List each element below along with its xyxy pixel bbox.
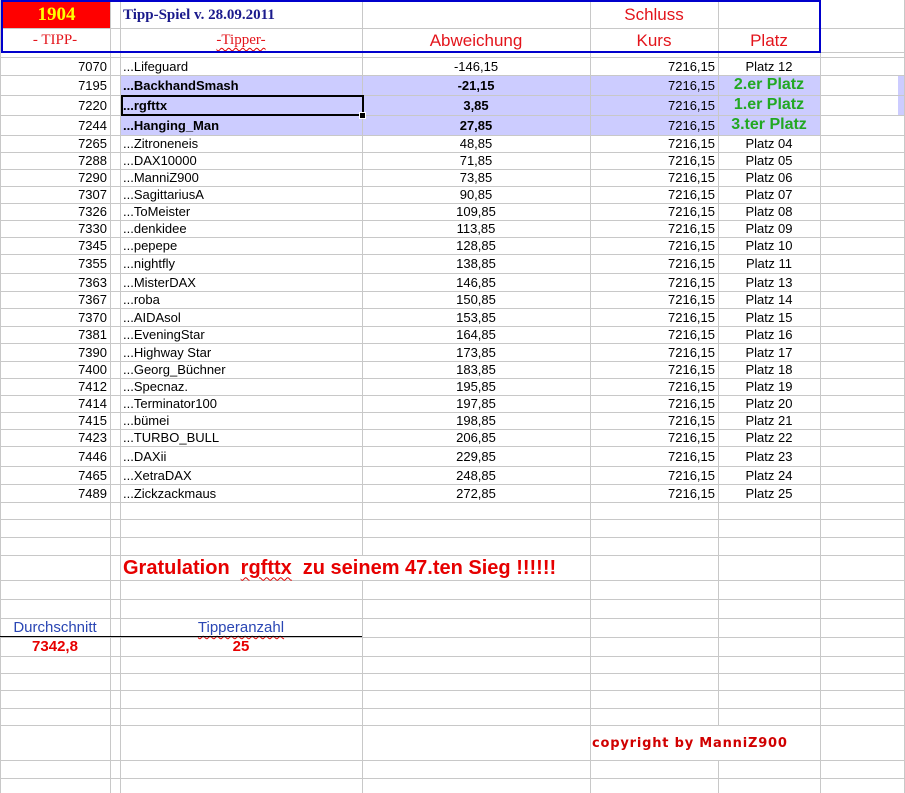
tipper-cell[interactable]: ...DAXii (123, 448, 167, 464)
abweichung-cell[interactable]: 71,85 (459, 153, 493, 168)
abweichung-cell[interactable]: -146,15 (453, 58, 499, 74)
tipper-cell[interactable]: ...Zitroneneis (123, 136, 199, 151)
tipper-cell[interactable]: ...bümei (123, 413, 170, 428)
abweichung-cell[interactable]: -21,15 (457, 77, 495, 93)
platz-column-header[interactable]: Platz (750, 30, 788, 50)
kurs-cell[interactable]: 7216,15 (668, 292, 715, 307)
kurs-cell[interactable]: 7216,15 (668, 379, 715, 394)
gridline-horizontal (0, 708, 905, 709)
summary-underline (0, 636, 362, 637)
tipper-header-label: -Tipper- (216, 32, 266, 48)
gridline-horizontal (0, 502, 905, 503)
abweichung-cell[interactable]: 183,85 (456, 362, 496, 377)
abweichung-cell[interactable]: 198,85 (456, 413, 496, 428)
abweichung-cell[interactable]: 197,85 (456, 396, 496, 411)
gridline-horizontal (0, 690, 905, 691)
tipper-cell[interactable]: ...SagittariusA (123, 187, 204, 202)
platz-cell[interactable]: 1.er Platz (733, 96, 805, 113)
tipp-cell[interactable]: 7220 (78, 97, 107, 113)
tipp-cell[interactable]: 7381 (78, 327, 107, 342)
tipper-cell[interactable]: ...AIDAsol (123, 309, 181, 325)
abweichung-cell[interactable]: 229,85 (456, 448, 496, 464)
gridline-horizontal (0, 599, 905, 600)
tipper-cell[interactable]: ...roba (123, 292, 160, 307)
tipper-cell[interactable]: ...Lifeguard (123, 58, 189, 74)
abweichung-column-header[interactable]: Abweichung (429, 30, 523, 50)
tipp-cell[interactable]: 7400 (78, 362, 107, 377)
gridline-horizontal (0, 673, 905, 674)
abweichung-cell[interactable]: 146,85 (456, 274, 496, 290)
abweichung-cell[interactable]: 272,85 (456, 485, 496, 501)
tipper-cell[interactable]: ...XetraDAX (123, 467, 192, 483)
durchschnitt-label[interactable]: Durchschnitt (13, 619, 97, 636)
tipp-cell[interactable]: 7363 (78, 274, 107, 290)
copyright-note[interactable]: copyright by ManniZ900 (591, 726, 819, 760)
gridline-horizontal (0, 580, 905, 581)
kurs-cell[interactable]: 7216,15 (668, 187, 715, 202)
tipper-cell[interactable]: ...denkidee (123, 221, 187, 236)
platz-cell[interactable]: 3.ter Platz (731, 116, 807, 133)
tipperanzahl-label[interactable] (120, 618, 362, 637)
tipp-cell[interactable]: 7415 (78, 413, 107, 428)
tipper-cell[interactable]: ...Zickzackmaus (123, 485, 217, 501)
abweichung-cell[interactable]: 113,85 (456, 221, 496, 236)
kurs-cell[interactable]: 7216,15 (668, 327, 715, 342)
winner-name: rgfttx (240, 556, 292, 579)
abweichung-cell[interactable]: 153,85 (456, 309, 496, 325)
kurs-cell[interactable]: 7216,15 (668, 485, 715, 501)
platz-cell[interactable]: Platz 08 (745, 204, 793, 219)
platz-cell[interactable]: Platz 12 (745, 58, 793, 74)
kurs-cell[interactable]: 7216,15 (668, 396, 715, 411)
platz-cell[interactable]: Platz 23 (745, 448, 793, 464)
tipp-cell[interactable]: 7367 (78, 292, 107, 307)
abweichung-cell[interactable]: 48,85 (459, 136, 493, 151)
tipp-cell[interactable]: 7265 (78, 136, 107, 151)
kurs-cell[interactable]: 7216,15 (668, 77, 715, 93)
tipper-cell[interactable]: ...TURBO_BULL (123, 430, 220, 445)
abweichung-cell[interactable]: 109,85 (456, 204, 496, 219)
gridline-vertical (820, 0, 821, 793)
platz-cell[interactable]: Platz 11 (745, 256, 792, 271)
abweichung-cell[interactable]: 173,85 (456, 344, 496, 360)
schluss-header-cell[interactable]: Schluss (624, 5, 684, 24)
platz-cell[interactable]: Platz 19 (745, 379, 793, 394)
fill-handle[interactable] (360, 113, 365, 118)
platz-cell[interactable]: Platz 09 (745, 221, 793, 236)
tipper-cell[interactable]: ...Georg_Büchner (123, 362, 226, 377)
abweichung-cell[interactable]: 164,85 (456, 327, 496, 342)
kurs-cell[interactable]: 7216,15 (668, 309, 715, 325)
kurs-cell[interactable]: 7216,15 (668, 344, 715, 360)
tipp-cell[interactable]: 7195 (78, 77, 107, 93)
abweichung-cell[interactable]: 206,85 (456, 430, 496, 445)
kurs-cell[interactable]: 7216,15 (668, 221, 715, 236)
abweichung-cell[interactable]: 27,85 (459, 117, 493, 133)
kurs-cell[interactable]: 7216,15 (668, 153, 715, 168)
tipp-cell[interactable]: 7465 (78, 467, 107, 483)
platz-cell[interactable]: Platz 04 (745, 136, 793, 151)
platz-cell[interactable]: Platz 21 (745, 413, 793, 428)
platz-cell[interactable]: Platz 13 (745, 274, 793, 290)
kurs-column-header[interactable]: Kurs (636, 30, 672, 50)
tipper-column-header[interactable] (120, 28, 362, 53)
tipp-cell[interactable]: 7446 (78, 448, 107, 464)
platz-cell[interactable]: Platz 24 (745, 467, 793, 483)
abweichung-cell[interactable]: 248,85 (456, 467, 496, 483)
durchschnitt-value[interactable]: 7342,8 (32, 638, 78, 655)
gridline-horizontal (0, 760, 905, 761)
platz-cell[interactable]: Platz 20 (745, 396, 793, 411)
kurs-cell[interactable]: 7216,15 (668, 204, 715, 219)
kurs-cell[interactable]: 7216,15 (668, 274, 715, 290)
tipper-cell[interactable]: ...MisterDAX (123, 274, 196, 290)
tipp-cell[interactable]: 7355 (78, 256, 107, 271)
tipp-cell[interactable]: 7370 (78, 309, 107, 325)
tipper-cell[interactable]: ...Specnaz. (123, 379, 189, 394)
congratulation-message[interactable] (121, 556, 589, 580)
kurs-cell[interactable]: 7216,15 (668, 170, 715, 185)
platz-cell[interactable]: Platz 25 (745, 485, 793, 501)
kurs-cell[interactable]: 7216,15 (668, 413, 715, 428)
tipper-cell[interactable]: ...Hanging_Man (123, 117, 220, 133)
kurs-cell[interactable]: 7216,15 (668, 362, 715, 377)
platz-cell[interactable]: Platz 17 (745, 344, 793, 360)
abweichung-cell[interactable]: 90,85 (459, 187, 493, 202)
tipp-column-header[interactable]: - TIPP- (32, 32, 78, 48)
platz-cell[interactable]: 2.er Platz (733, 76, 805, 93)
platz-cell[interactable]: Platz 15 (745, 309, 793, 325)
platz-cell[interactable]: Platz 18 (745, 362, 793, 377)
tipper-cell[interactable]: ...ManniZ900 (123, 170, 199, 185)
abweichung-cell[interactable]: 195,85 (456, 379, 496, 394)
tipp-cell[interactable]: 7070 (78, 58, 107, 74)
congratulation-prefix: Gratulation (123, 556, 230, 579)
tipper-cell[interactable]: ...Highway Star (123, 344, 212, 360)
kurs-cell[interactable]: 7216,15 (668, 58, 715, 74)
abweichung-cell[interactable]: 3,85 (463, 97, 489, 113)
tipper-cell[interactable]: ...Terminator100 (123, 396, 217, 411)
gridline-horizontal (0, 656, 905, 657)
tipp-cell[interactable]: 7307 (78, 187, 107, 202)
tipper-cell[interactable]: ...pepepe (123, 238, 178, 253)
tipp-cell[interactable]: 7244 (78, 117, 107, 133)
abweichung-cell[interactable]: 73,85 (459, 170, 493, 185)
platz-cell[interactable]: Platz 06 (745, 170, 793, 185)
tipp-cell[interactable]: 7345 (78, 238, 107, 253)
platz-cell[interactable]: Platz 14 (745, 292, 793, 307)
kurs-cell[interactable]: 7216,15 (668, 136, 715, 151)
tipp-cell[interactable]: 7326 (78, 204, 107, 219)
gridline-horizontal (0, 778, 905, 779)
tipp-cell[interactable]: 7489 (78, 485, 107, 501)
gridline-vertical (110, 0, 111, 793)
tipper-cell[interactable]: ...ToMeister (123, 204, 191, 219)
tipperanzahl-value[interactable]: 25 (232, 638, 250, 655)
tipp-cell[interactable]: 7330 (78, 221, 107, 236)
gridline-horizontal (0, 519, 905, 520)
tipper-cell[interactable]: ...EveningStar (123, 327, 205, 342)
kurs-cell[interactable]: 7216,15 (668, 238, 715, 253)
platz-cell[interactable]: Platz 22 (745, 430, 793, 445)
kurs-cell[interactable]: 7216,15 (668, 467, 715, 483)
tipp-cell[interactable]: 7412 (78, 379, 107, 394)
kurs-cell[interactable]: 7216,15 (668, 448, 715, 464)
abweichung-cell[interactable]: 150,85 (456, 292, 496, 307)
kurs-cell[interactable]: 7216,15 (668, 117, 715, 133)
tipp-cell[interactable]: 7390 (78, 344, 107, 360)
abweichung-cell[interactable]: 138,85 (456, 256, 496, 271)
congratulation-suffix: zu seinem 47.ten Sieg !!!!!! (302, 556, 557, 579)
game-number-cell[interactable]: 1904 (3, 2, 110, 28)
kurs-cell[interactable]: 7216,15 (668, 97, 715, 113)
platz-cell[interactable]: Platz 05 (745, 153, 793, 168)
tipp-cell[interactable]: 7414 (78, 396, 107, 411)
sheet-title-cell[interactable]: Tipp-Spiel v. 28.09.2011 (123, 6, 275, 23)
tipper-cell[interactable]: ...nightfly (123, 256, 176, 271)
tipper-cell[interactable]: ...rgfttx (123, 97, 168, 113)
tipp-cell[interactable]: 7290 (78, 170, 107, 185)
platz-cell[interactable]: Platz 07 (745, 187, 793, 202)
tipper-cell[interactable]: ...BackhandSmash (123, 77, 239, 93)
platz-cell[interactable]: Platz 10 (745, 238, 793, 253)
tipperanzahl-text: Tipperanzahl (197, 619, 285, 636)
abweichung-cell[interactable]: 128,85 (456, 238, 496, 253)
kurs-cell[interactable]: 7216,15 (668, 430, 715, 445)
tipp-cell[interactable]: 7288 (78, 153, 107, 168)
tipp-cell[interactable]: 7423 (78, 430, 107, 445)
platz-cell[interactable]: Platz 16 (745, 327, 793, 342)
gridline-horizontal (0, 537, 905, 538)
tipper-cell[interactable]: ...DAX10000 (123, 153, 197, 168)
kurs-cell[interactable]: 7216,15 (668, 256, 715, 271)
